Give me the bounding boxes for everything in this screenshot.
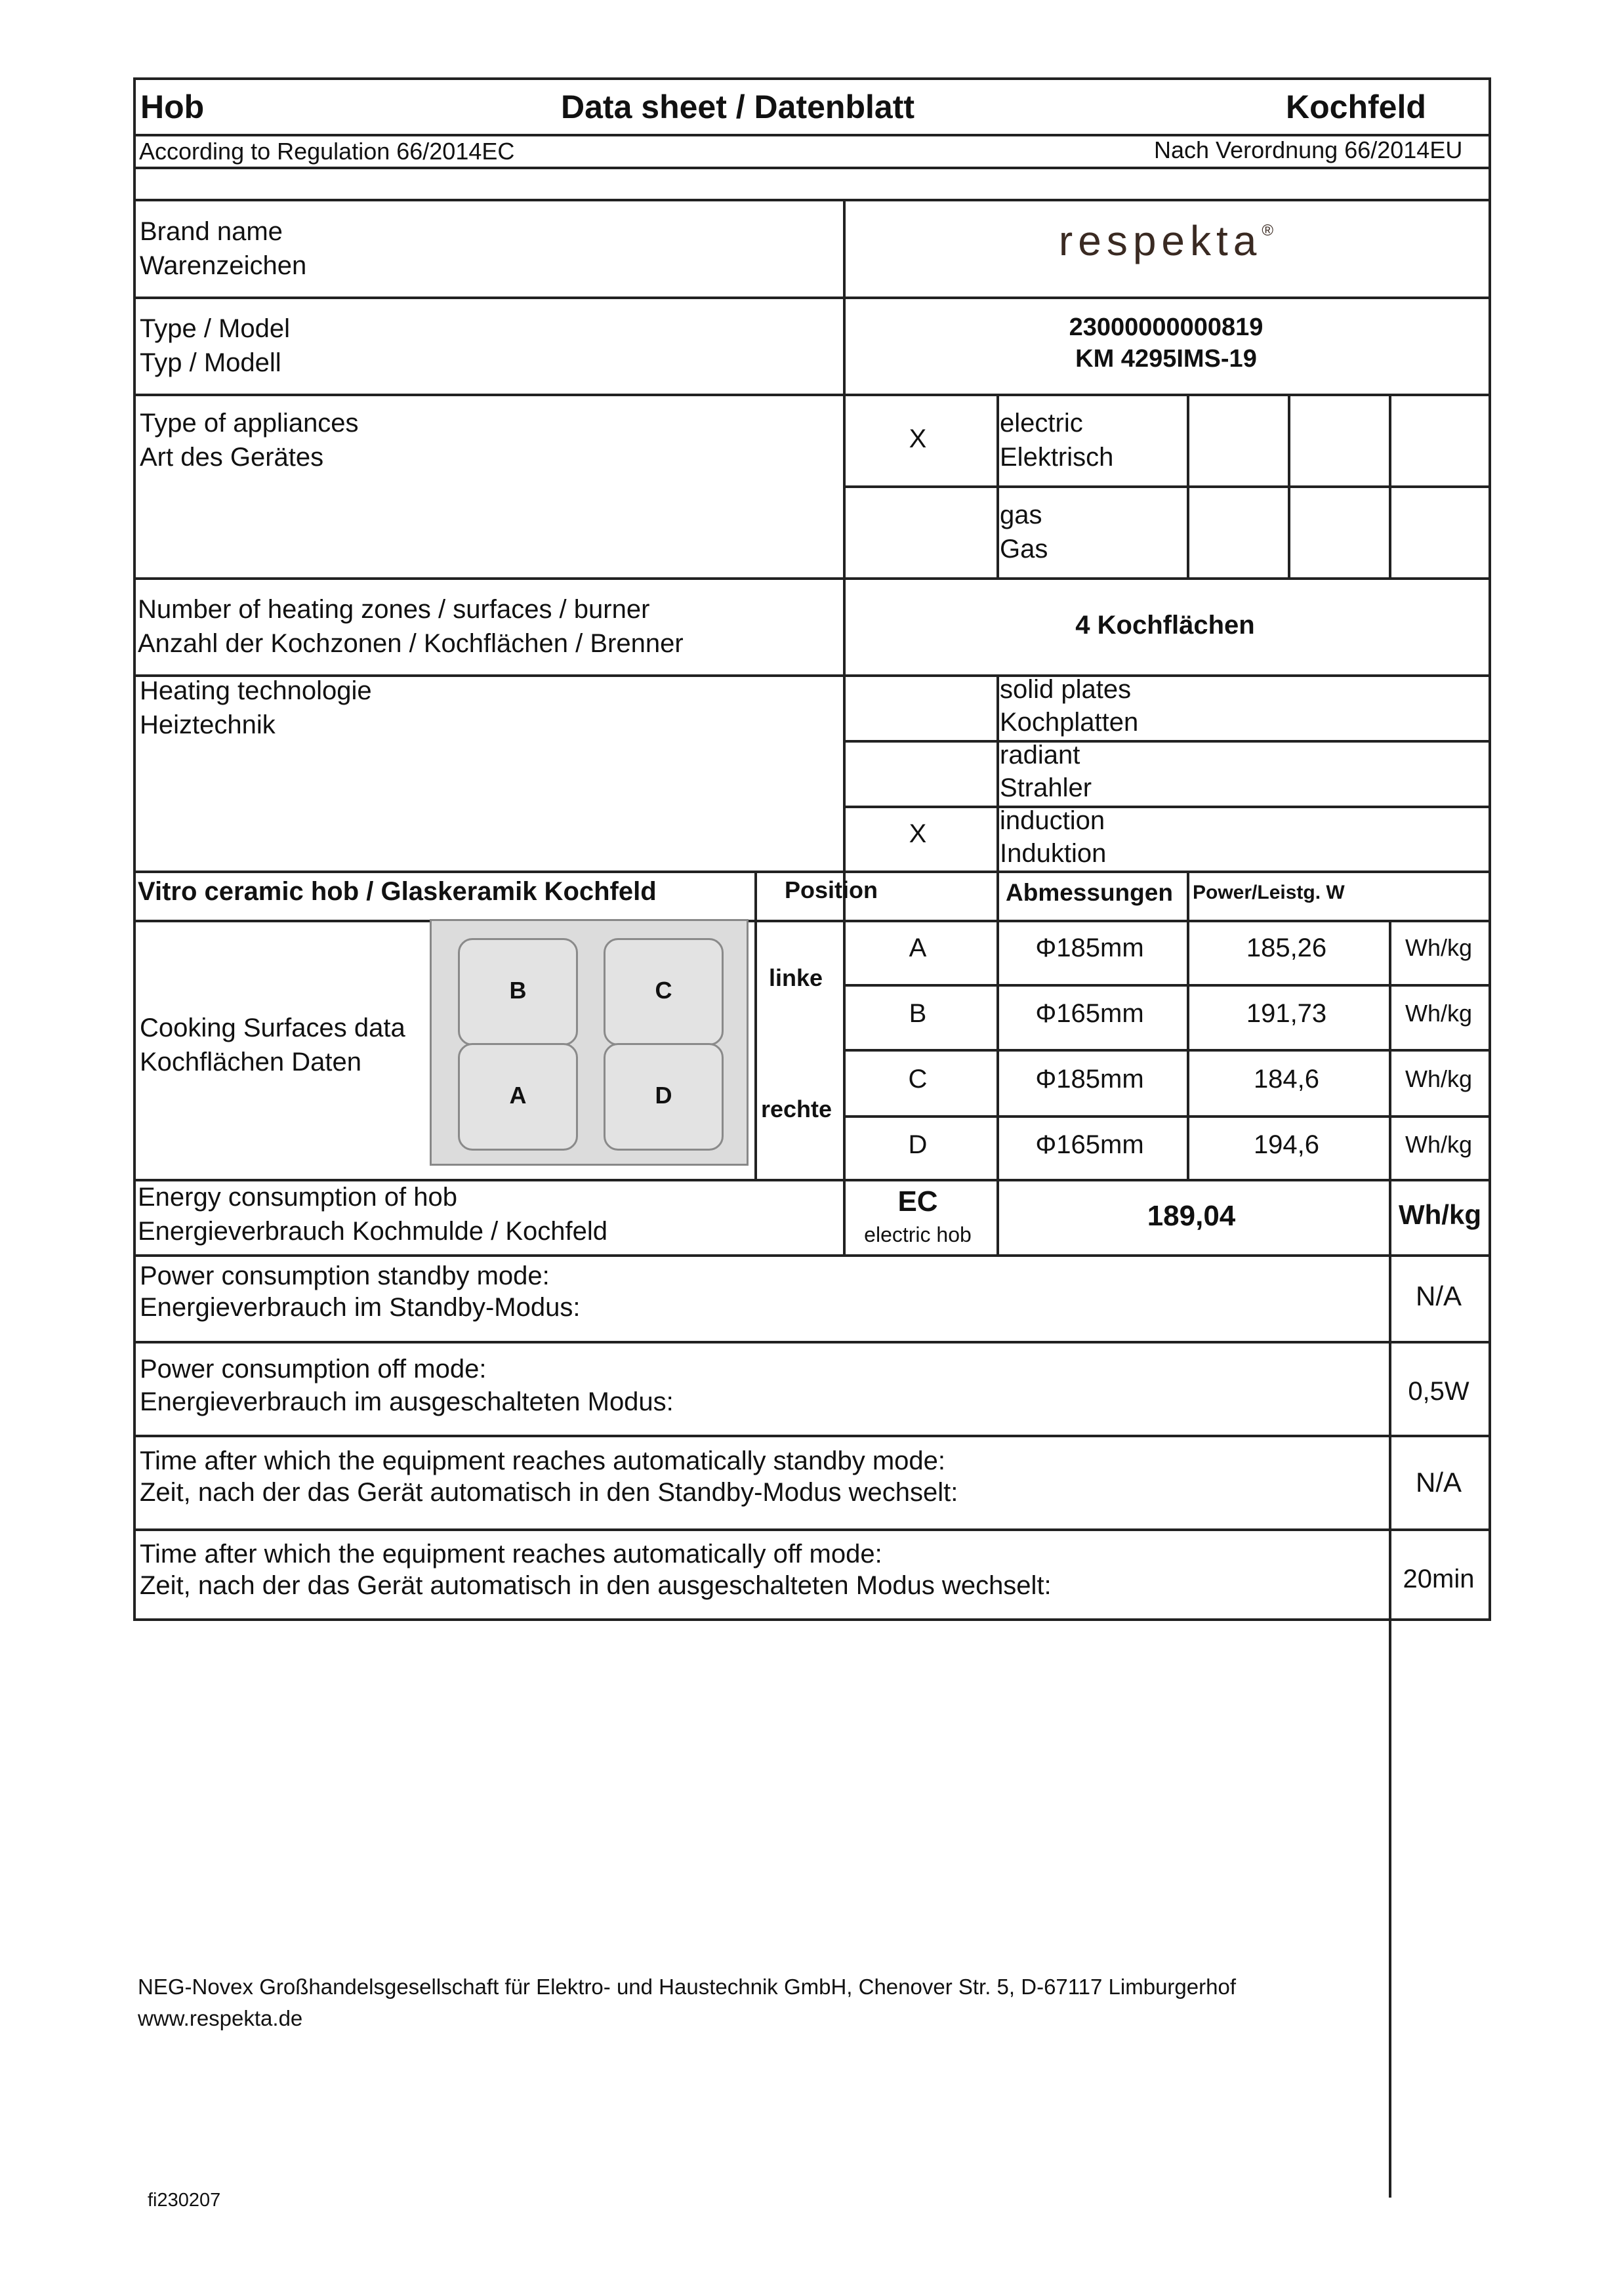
- electric-mark: X: [909, 424, 927, 453]
- row-d-position: D: [908, 1130, 928, 1159]
- time-standby-value: N/A: [1415, 1467, 1462, 1498]
- offmode-label-en: Power consumption off mode:: [140, 1355, 487, 1384]
- row-b-position: B: [909, 999, 927, 1028]
- offmode-label-de: Energieverbrauch im ausgeschalteten Modus:: [140, 1387, 674, 1416]
- brand-logo-text: respekta: [1058, 217, 1262, 264]
- model-label-de: Typ / Modell: [140, 348, 281, 377]
- header-left: Hob: [140, 89, 205, 125]
- row-b-dimension: Φ165mm: [1035, 999, 1144, 1028]
- appliance-label-en: Type of appliances: [140, 409, 359, 438]
- gas-label-en: gas: [1000, 501, 1042, 529]
- row-divider: [843, 984, 1489, 987]
- time-off-label-en: Time after which the equipment reaches automatically off mode:: [140, 1540, 882, 1568]
- brand-label-de: Warenzeichen: [140, 251, 307, 280]
- solid-plates-en: solid plates: [1000, 675, 1132, 704]
- surfaces-label-de: Kochflächen Daten: [140, 1048, 362, 1076]
- hob-diagram: [430, 919, 749, 1166]
- energy-code: EC: [897, 1185, 938, 1218]
- zone-d: D: [604, 1043, 724, 1151]
- vitro-section-title: Vitro ceramic hob / Glaskeramik Kochfeld: [138, 877, 657, 906]
- energy-unit: Wh/kg: [1399, 1199, 1481, 1230]
- zone-b: B: [458, 938, 578, 1046]
- model-number: 23000000000819: [1069, 314, 1263, 341]
- zones-value: 4 Kochflächen: [1075, 611, 1255, 640]
- row-divider: [136, 394, 1489, 396]
- induction-de: Induktion: [1000, 839, 1107, 868]
- technology-label-en: Heating technologie: [140, 676, 372, 705]
- column-divider: [754, 871, 757, 1179]
- row-c-position: C: [908, 1065, 928, 1094]
- time-off-label-de: Zeit, nach der das Gerät automatisch in den ausgeschalteten Modus wechselt:: [140, 1571, 1052, 1600]
- document-code: fi230207: [148, 2190, 221, 2211]
- energy-label-en: Energy consumption of hob: [138, 1183, 457, 1212]
- row-c-dimension: Φ185mm: [1035, 1065, 1144, 1094]
- row-divider: [843, 1049, 1489, 1052]
- radiant-en: radiant: [1000, 741, 1080, 769]
- solid-plates-de: Kochplatten: [1000, 708, 1139, 737]
- row-divider: [136, 1435, 1489, 1437]
- header-right: Kochfeld: [1286, 89, 1426, 125]
- column-divider: [1389, 394, 1391, 578]
- time-standby-label-de: Zeit, nach der das Gerät automatisch in den Standby-Modus wechselt:: [140, 1478, 958, 1507]
- row-divider: [136, 920, 1489, 922]
- time-off-value: 20min: [1403, 1565, 1475, 1593]
- column-divider: [996, 394, 999, 578]
- row-b-value: 191,73: [1246, 999, 1327, 1028]
- row-d-dimension: Φ165mm: [1035, 1130, 1144, 1159]
- side-left-label: linke: [769, 964, 823, 991]
- row-c-value: 184,6: [1253, 1065, 1320, 1094]
- footer-website[interactable]: www.respekta.de: [138, 2006, 303, 2030]
- column-divider: [1288, 394, 1290, 578]
- regulation-en: According to Regulation 66/2014EC: [139, 138, 515, 165]
- electric-label-de: Elektrisch: [1000, 443, 1114, 472]
- side-right-label: rechte: [761, 1096, 832, 1122]
- row-divider: [136, 199, 1489, 201]
- row-divider: [136, 577, 1489, 580]
- brand-logo: [841, 216, 1491, 265]
- radiant-de: Strahler: [1000, 773, 1092, 802]
- row-d-value: 194,6: [1253, 1130, 1320, 1159]
- column-divider: [1187, 394, 1189, 578]
- row-c-unit: Wh/kg: [1405, 1065, 1473, 1092]
- row-divider: [136, 1254, 1489, 1257]
- zones-label-de: Anzahl der Kochzonen / Kochflächen / Brenner: [138, 629, 684, 658]
- row-a-unit: Wh/kg: [1405, 934, 1473, 961]
- row-a-dimension: Φ185mm: [1035, 933, 1144, 962]
- zone-a: A: [458, 1043, 578, 1151]
- row-divider: [843, 485, 1489, 488]
- row-divider: [136, 1341, 1489, 1343]
- row-a-position: A: [909, 933, 927, 962]
- brand-label-en: Brand name: [140, 217, 283, 246]
- zones-label-en: Number of heating zones / surfaces / burner: [138, 595, 650, 624]
- row-b-unit: Wh/kg: [1405, 1000, 1473, 1027]
- offmode-value: 0,5W: [1408, 1377, 1469, 1406]
- standby-label-de: Energieverbrauch im Standby-Modus:: [140, 1293, 581, 1322]
- model-label-en: Type / Model: [140, 314, 291, 343]
- model-name: KM 4295IMS-19: [1075, 345, 1257, 373]
- row-divider: [843, 740, 1489, 743]
- regulation-de: Nach Verordnung 66/2014EU: [1154, 136, 1463, 163]
- surfaces-label-en: Cooking Surfaces data: [140, 1014, 405, 1042]
- header-title: Data sheet / Datenblatt: [561, 89, 915, 125]
- registered-mark: ®: [1262, 222, 1274, 239]
- standby-value: N/A: [1415, 1281, 1462, 1311]
- row-divider: [136, 167, 1489, 169]
- row-a-value: 185,26: [1246, 933, 1327, 962]
- row-d-unit: Wh/kg: [1405, 1131, 1473, 1158]
- column-divider: [1389, 920, 1391, 2198]
- col-position: Position: [785, 876, 878, 903]
- row-divider: [136, 297, 1489, 299]
- energy-label-de: Energieverbrauch Kochmulde / Kochfeld: [138, 1217, 607, 1246]
- induction-mark: X: [909, 819, 927, 848]
- standby-label-en: Power consumption standby mode:: [140, 1261, 550, 1290]
- time-standby-label-en: Time after which the equipment reaches automatically standby mode:: [140, 1446, 946, 1475]
- technology-label-de: Heiztechnik: [140, 710, 276, 739]
- zone-c: C: [604, 938, 724, 1046]
- row-divider: [136, 1528, 1489, 1531]
- induction-en: induction: [1000, 806, 1105, 835]
- energy-value: 189,04: [1147, 1200, 1236, 1232]
- row-divider: [136, 871, 1489, 873]
- row-divider: [843, 1115, 1489, 1118]
- energy-code-sub: electric hob: [864, 1223, 972, 1246]
- appliance-label-de: Art des Gerätes: [140, 443, 324, 472]
- footer-company: NEG-Novex Großhandelsgesellschaft für Elektro- und Haustechnik GmbH, Chenover Str. 5, D-67117 Limburgerhof: [138, 1975, 1236, 1999]
- row-divider: [843, 806, 1489, 808]
- col-power: Power/Leistg. W: [1193, 882, 1345, 903]
- col-dimensions: Abmessungen: [1006, 879, 1173, 906]
- column-divider: [996, 675, 999, 872]
- electric-label-en: electric: [1000, 409, 1083, 438]
- gas-label-de: Gas: [1000, 535, 1048, 564]
